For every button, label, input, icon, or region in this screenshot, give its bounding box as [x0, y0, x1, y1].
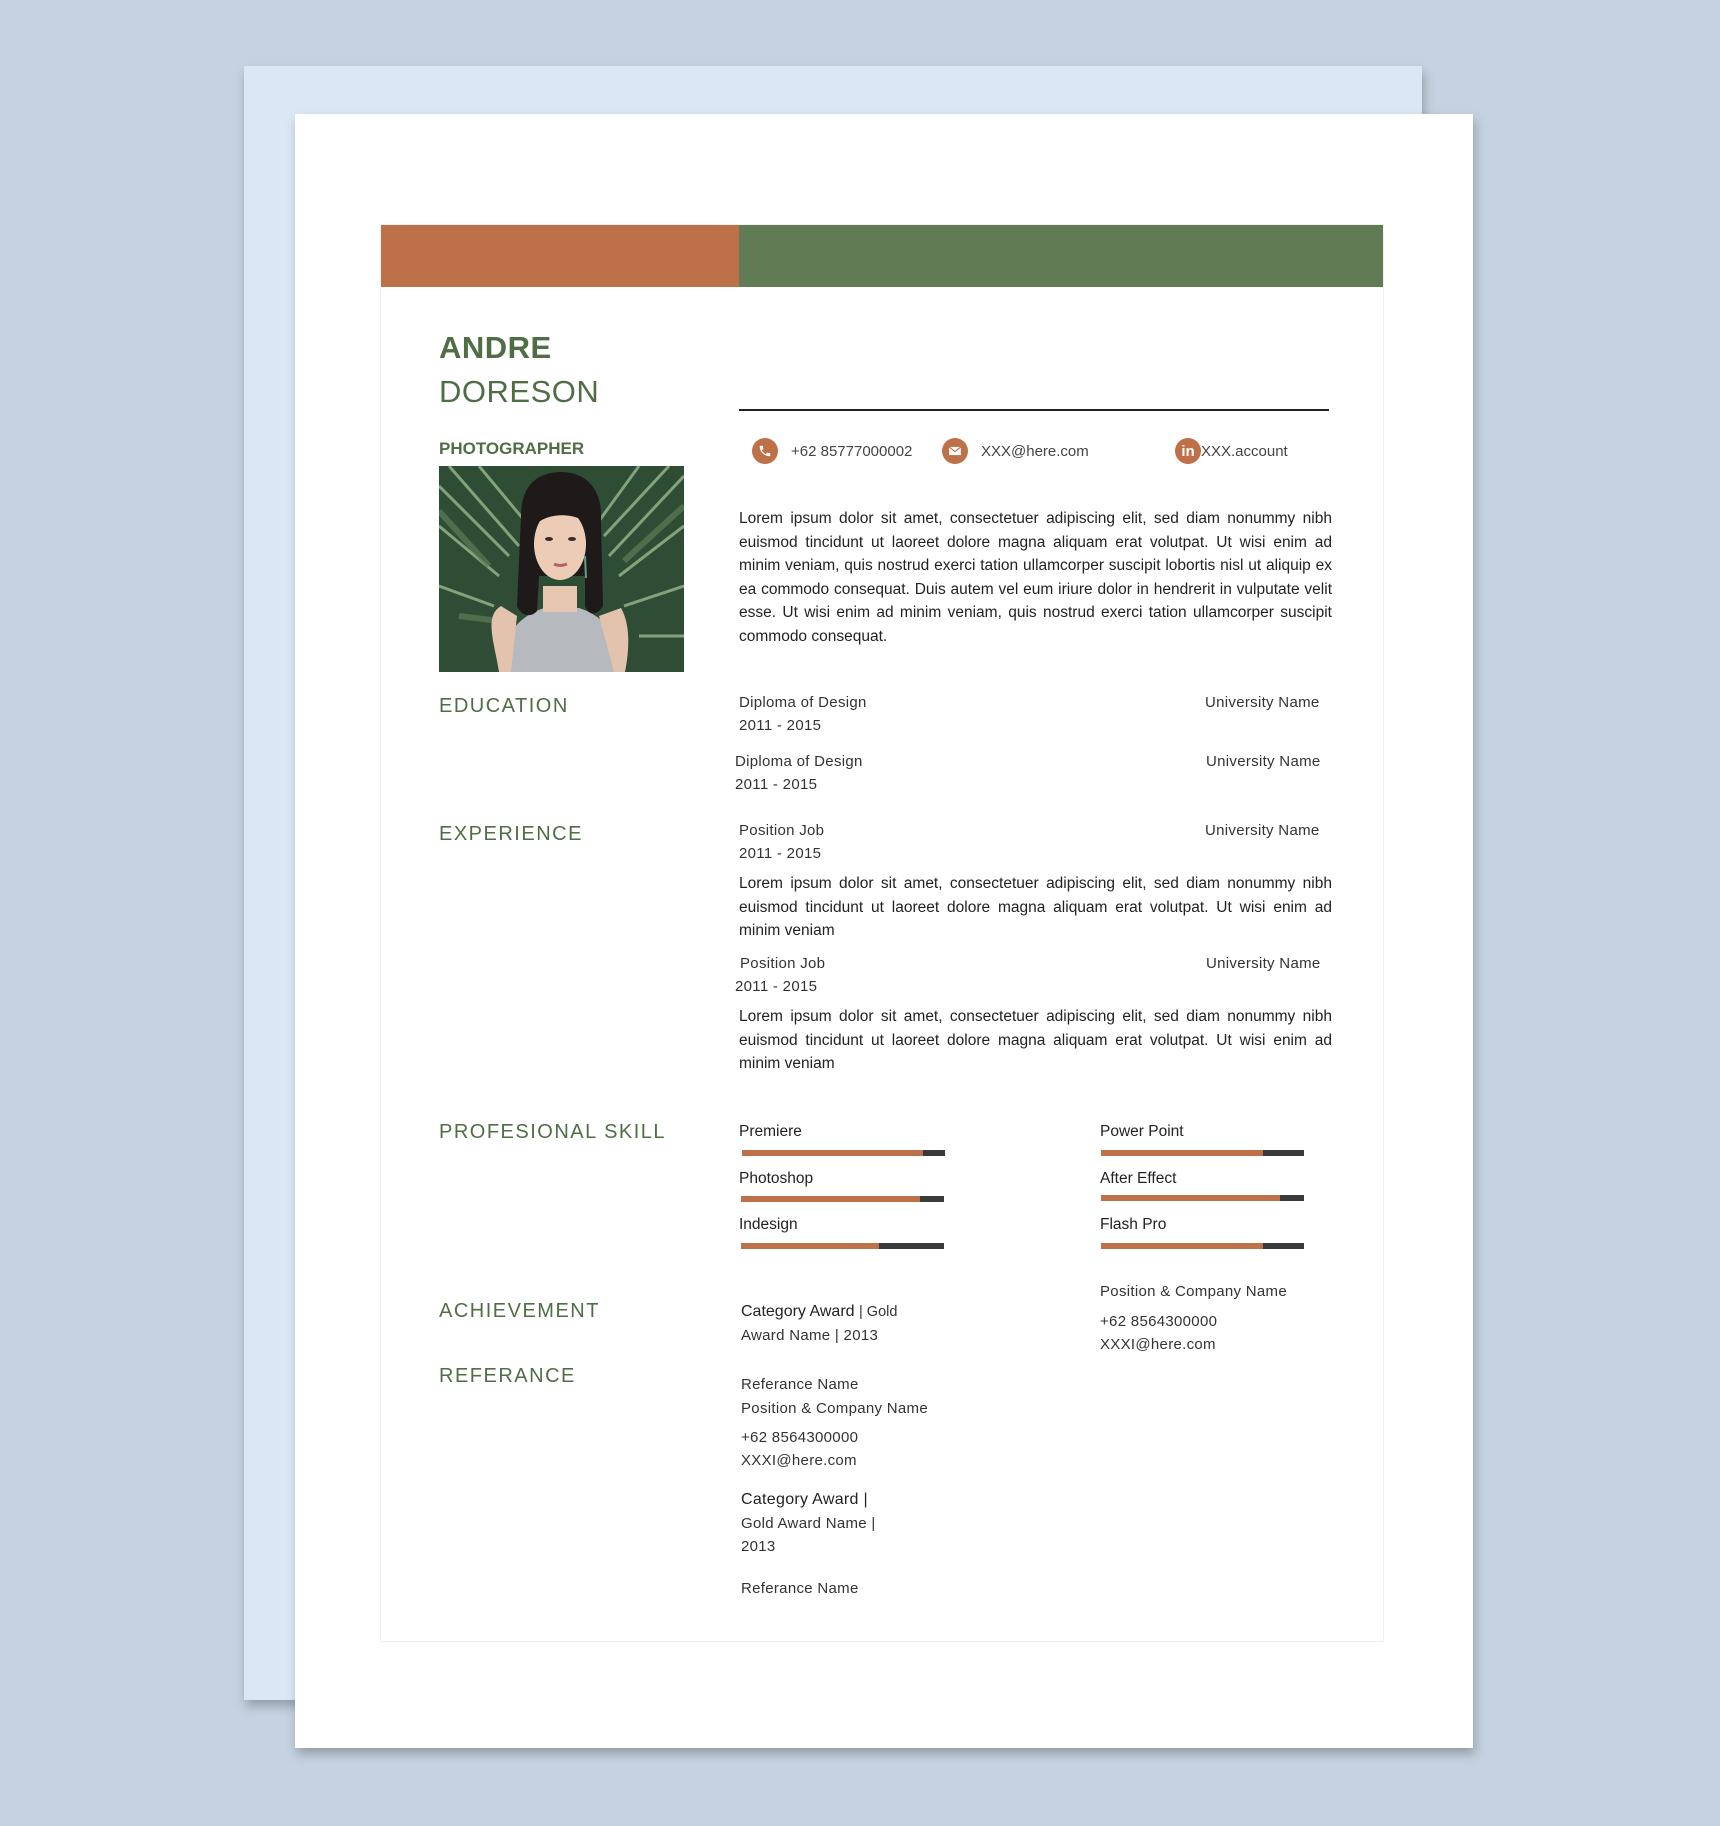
education-degree: Diploma of Design [735, 753, 863, 770]
linkedin-icon: in [1175, 438, 1201, 464]
experience-company: University Name [1206, 955, 1321, 972]
achievement-category: Category Award | Gold [741, 1303, 898, 1320]
experience-position: Position Job [740, 955, 826, 972]
reference-name: Referance Name [741, 1580, 859, 1597]
experience-years: 2011 - 2015 [739, 845, 822, 862]
profile-photo [439, 466, 684, 672]
resume-page [295, 114, 1473, 1748]
skill-label: Flash Pro [1100, 1216, 1167, 1233]
achievement-award: Award Name | 2013 [741, 1327, 879, 1344]
skill-bar [1101, 1243, 1304, 1249]
header-divider [739, 409, 1329, 411]
reference-email: XXXI@here.com [741, 1452, 857, 1469]
experience-company: University Name [1205, 822, 1320, 839]
experience-description: Lorem ipsum dolor sit amet, consectetuer adipiscing elit, sed diam nonummy nibh euismod tincidunt ut laoreet dolore magna aliquam erat volutpat. Ut wisi enim ad minim veniam [739, 875, 1332, 939]
education-years: 2011 - 2015 [735, 776, 818, 793]
email-text: XXX@here.com [981, 442, 1089, 460]
skill-bar [1101, 1150, 1304, 1156]
reference-phone: +62 8564300000 [741, 1429, 859, 1446]
achievement-category: Category Award | [741, 1491, 868, 1508]
profile-summary: Lorem ipsum dolor sit amet, consectetuer adipiscing elit, sed diam nonummy nibh euismod tincidunt ut laoreet dolore magna aliquam erat volutpat. Ut wisi enim ad minim veniam, quis nostrud exerci tation ullamcorper suscipit lobortis nisl ut aliquip ex ea commodo consequat. Duis autem vel eum iriure dolor in hendrerit in vulputate velit esse. Ut wisi enim ad minim veniam, quis nostrud exerci tation ullamcorper suscipit commodo consequat. [739, 510, 1332, 645]
reference-email: XXXI@here.com [1100, 1336, 1216, 1353]
skills-heading: PROFESIONAL SKILL [439, 1121, 667, 1143]
skill-label: Photoshop [739, 1170, 814, 1187]
job-title: PHOTOGRAPHER [439, 439, 585, 458]
education-degree: Diploma of Design [739, 694, 867, 711]
experience-description: Lorem ipsum dolor sit amet, consectetuer adipiscing elit, sed diam nonummy nibh euismod tincidunt ut laoreet dolore magna aliquam erat volutpat. Ut wisi enim ad minim veniam [739, 1008, 1332, 1072]
experience-heading: EXPERIENCE [439, 823, 583, 845]
reference-position: Position & Company Name [741, 1400, 928, 1417]
phone-text: +62 85777000002 [791, 442, 913, 460]
linkedin-text: XXX.account [1201, 442, 1288, 460]
mail-icon [942, 438, 968, 464]
first-name: ANDRE [439, 330, 552, 365]
education-school: University Name [1205, 694, 1320, 711]
contact-linkedin [1175, 438, 1288, 464]
education-heading: EDUCATION [439, 695, 569, 717]
contact-email [942, 438, 1089, 464]
achievement-year: 2013 [741, 1538, 776, 1555]
achievement-award: Gold Award Name | [741, 1515, 876, 1532]
resume-frame [380, 224, 1384, 1642]
reference-name: Referance Name [741, 1376, 859, 1393]
reference-position: Position & Company Name [1100, 1283, 1287, 1300]
contact-phone [752, 438, 912, 464]
phone-icon [752, 438, 778, 464]
education-years: 2011 - 2015 [739, 717, 822, 734]
experience-position: Position Job [739, 822, 825, 839]
skill-bar [1101, 1195, 1304, 1201]
header-bar-orange [381, 225, 739, 287]
reference-phone: +62 8564300000 [1100, 1313, 1218, 1330]
header-bar-green [739, 225, 1383, 287]
skill-label: Power Point [1100, 1123, 1184, 1140]
reference-heading: REFERANCE [439, 1365, 576, 1387]
skill-bar [741, 1243, 944, 1249]
skill-label: Premiere [739, 1123, 802, 1140]
education-school: University Name [1206, 753, 1321, 770]
last-name: DORESON [439, 374, 600, 409]
skill-label: After Effect [1100, 1170, 1177, 1187]
skill-bar [742, 1150, 945, 1156]
experience-years: 2011 - 2015 [735, 978, 818, 995]
achievement-heading: ACHIEVEMENT [439, 1300, 600, 1322]
skill-bar [741, 1196, 944, 1202]
skill-label: Indesign [739, 1216, 798, 1233]
